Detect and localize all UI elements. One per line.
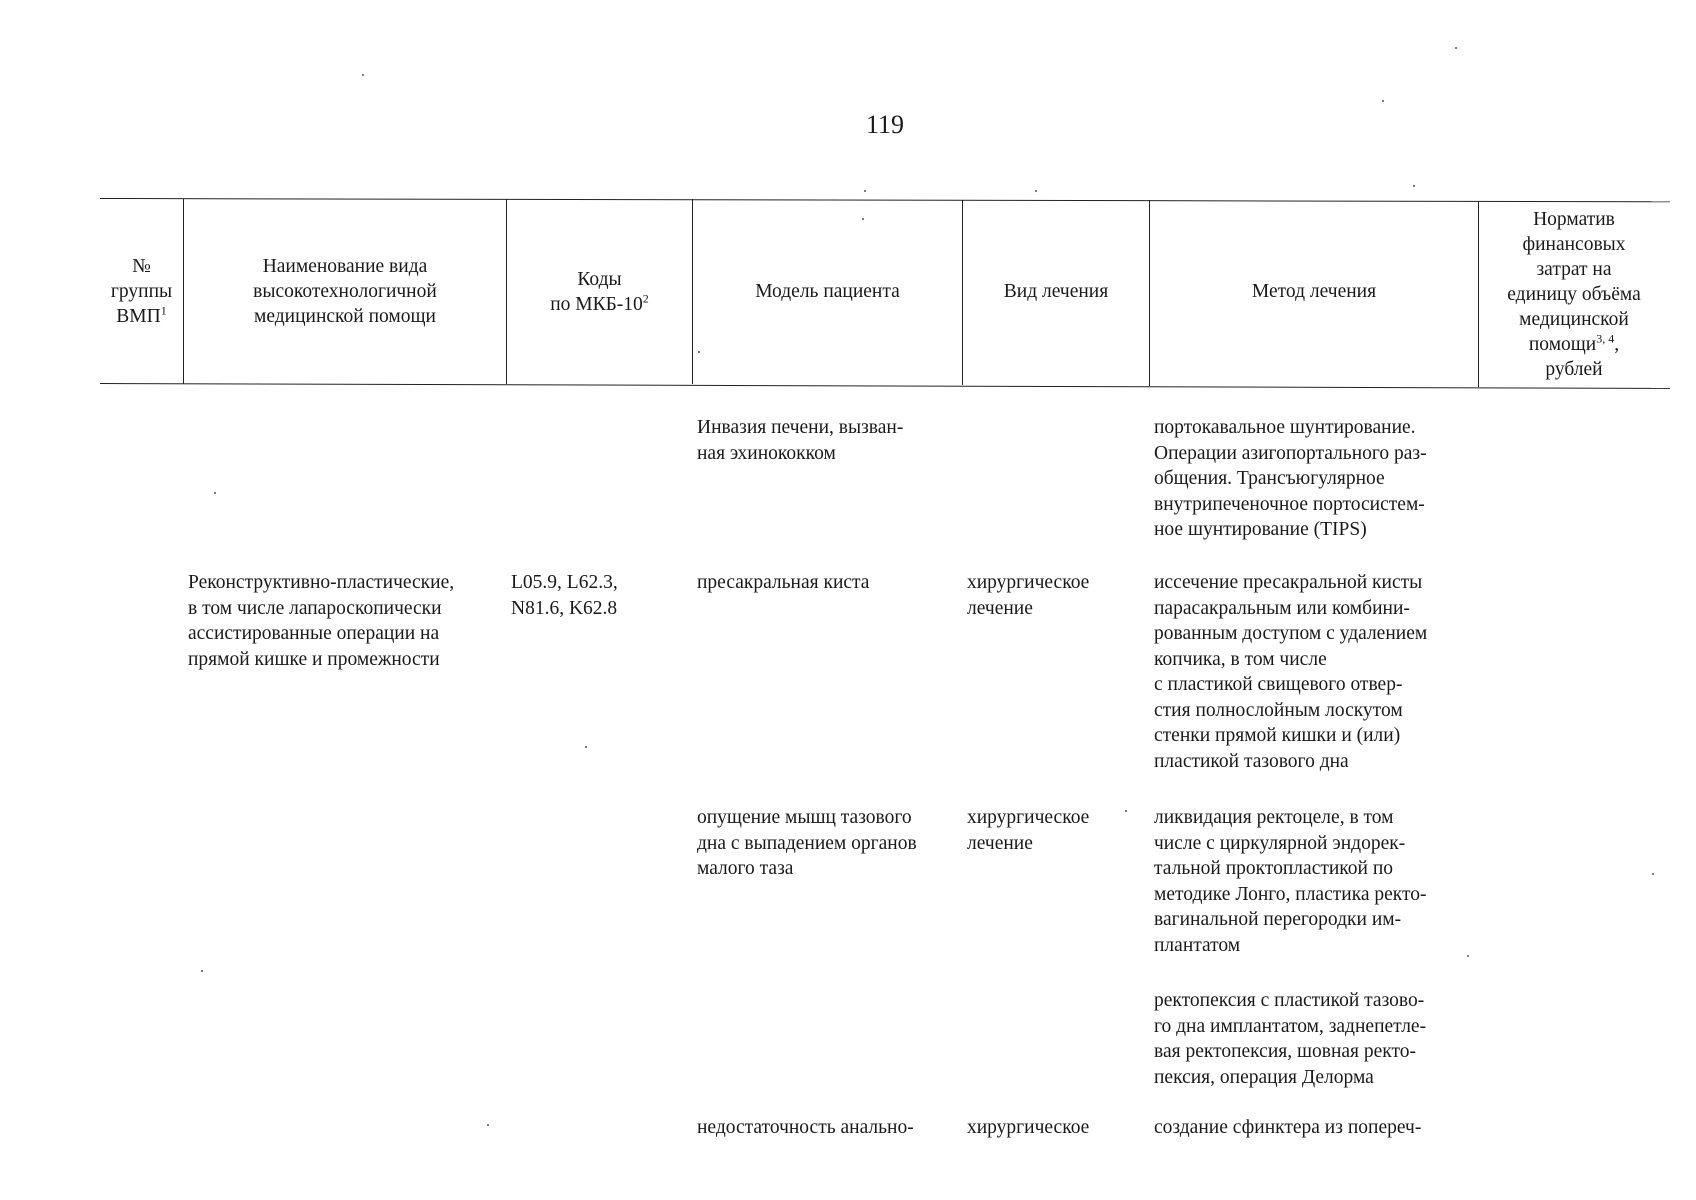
header-treatment-type: Вид лечения: [1003, 281, 1109, 302]
scan-speck: [362, 74, 364, 76]
row-1-care-type-name: Реконструктивно-пластические, в том числе лапароскопически ассистированные операции на прямой кишке и промежности: [188, 572, 455, 670]
scan-speck: [1467, 955, 1469, 957]
page-number: 119: [865, 110, 905, 139]
row-4-patient-model: недостаточность анально-: [697, 1117, 914, 1138]
scan-speck: [1455, 47, 1457, 49]
row-4-treatment-type: хирургическое: [967, 1117, 1090, 1138]
row-1-icd-codes: L05.9, L62.3, N81.6, K62.8: [511, 572, 618, 619]
row-1-patient-model: пресакральная киста: [697, 572, 870, 593]
header-treatment-method: Метод лечения: [1251, 281, 1377, 302]
scan-speck: [1413, 185, 1415, 187]
scan-speck: [1125, 810, 1127, 812]
header-care-type-name: Наименование вида высокотехнологичной медицинской помощи: [253, 256, 437, 327]
row-4-treatment-method: создание сфинктера из попереч-: [1154, 1117, 1422, 1138]
row-3-treatment-method: ректопексия с пластикой тазово- го дна имплантатом, заднепетле- вая ректопексия, шовная ректо- пексия, операция Делорма: [1154, 990, 1427, 1088]
row-2-patient-model: опущение мышц тазового дна с выпадением органов малого таза: [697, 807, 917, 879]
scan-speck: [862, 218, 864, 220]
header-bottom-rule: [100, 383, 1670, 389]
scan-speck: [585, 746, 587, 748]
row-0-patient-model: Инвазия печени, вызван- ная эхинококком: [697, 417, 904, 464]
scan-speck: [214, 492, 216, 494]
scan-speck: [1652, 873, 1654, 875]
scan-speck: [487, 1124, 489, 1126]
header-group-number: № группы ВМП$^1$: [110, 256, 173, 327]
row-2-treatment-type: хирургическое лечение: [967, 807, 1090, 854]
scan-speck: [698, 351, 700, 353]
scan-speck: [1382, 100, 1384, 102]
header-cost-norm: Норматив финансовых затрат на единицу объёма медицинской помощи$^{3, 4}$, рублей: [1507, 208, 1641, 380]
row-1-treatment-method: иссечение пресакральной кисты парасакральным или комбини- рованным доступом с удалением копчика, в том числе с пластикой свищевого отвер- стия полнослойным лоскутом стенки прямой кишки и (или) пластикой тазового дна: [1154, 572, 1428, 772]
row-1-treatment-type: хирургическое лечение: [967, 572, 1090, 619]
row-0-treatment-method: портокавальное шунтирование. Операции азигопортального раз- общения. Трансъюгулярное внутрипеченочное портосистем- ное шунтирование (TIPS): [1154, 417, 1427, 540]
header-icd-codes: Коды по МКБ-$10^2$: [550, 268, 649, 315]
header-patient-model: Модель пациента: [755, 281, 900, 302]
row-2-treatment-method: ликвидация ректоцеле, в том числе с циркулярной эндорек- тальной проктопластикой по методике Лонго, пластика ректо- вагинальной перегородки им- плантатом: [1154, 807, 1427, 956]
scan-speck: [201, 970, 203, 972]
scan-speck: [864, 190, 866, 192]
scan-speck: [1035, 190, 1037, 192]
